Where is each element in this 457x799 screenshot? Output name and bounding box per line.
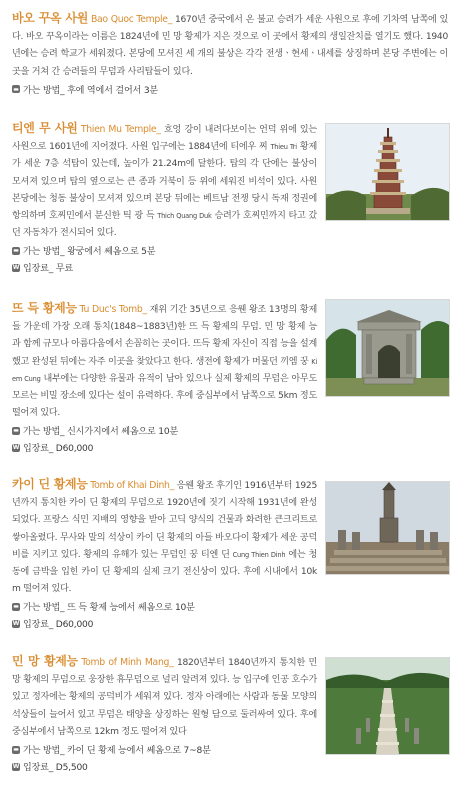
romanized-name: Kiem Cung bbox=[12, 357, 317, 383]
bus-icon: ▬ bbox=[13, 427, 19, 435]
entry-subtitle: Bao Quoc Temple_ bbox=[90, 14, 173, 25]
entry-description bbox=[12, 476, 317, 598]
entry-subtitle: Thien Mu Temple_ bbox=[80, 124, 161, 135]
entry-title: 티엔 무 사원 bbox=[12, 121, 78, 135]
directions-line bbox=[12, 242, 317, 259]
entry-title: 카이 딘 황제능 bbox=[12, 477, 88, 491]
fee-line bbox=[12, 439, 317, 456]
entry-title: 민 망 황제능 bbox=[12, 654, 78, 668]
entry-body: 1820년부터 1840년까지 통치한 민 망 황제의 무덤으로 웅장한 휴무덤으로 널리 알려져 있다. 능 입구에 인공 호수가 있고 정자에는 황제의 공덕비가 세워져 있다. 정자 아래에는 사람과 동물 모양의 석상들이 늘어서 있고 무덤은 태양을 상징하는 원형 담으로 둘러싸여 있다. 후에 중심부에서 남쪽으로 12km 정도 떨어져 있다 bbox=[12, 658, 317, 737]
directions-line bbox=[12, 598, 317, 615]
directions-text: 가는 방법_ 왕궁에서 쎄옴으로 5분 bbox=[23, 247, 156, 258]
directions-line bbox=[12, 741, 317, 758]
fee-text: 입장료_ D60,000 bbox=[23, 620, 94, 631]
romanized-name: Cung Thien Dinh bbox=[232, 550, 286, 559]
ticket-icon: W bbox=[12, 620, 20, 628]
fee-text: 입장료_ D5,500 bbox=[23, 763, 88, 774]
bus-icon: ▬ bbox=[13, 85, 19, 93]
entry-subtitle: Tu Duc's Tomb_ bbox=[79, 304, 147, 315]
bus-icon: ▬ bbox=[13, 603, 19, 611]
ticket-icon: W bbox=[12, 444, 20, 452]
entry-body: 내부에는 다양한 유물과 유적이 남아 있으나 실제 황제의 무덤은 아무도 모르는 비밀 장소에 있다는 설이 유력하다. 후에 중심부에서 남쪽으로 5km 정도 떨어져 있다. bbox=[12, 373, 317, 419]
fee-line bbox=[12, 259, 317, 276]
fee-text: 입장료_ D60,000 bbox=[23, 444, 94, 455]
directions-line bbox=[12, 81, 448, 98]
khai-dinh-tomb-photo bbox=[325, 481, 450, 575]
entry-description bbox=[12, 653, 317, 741]
entry-body: 응웬 왕조 후기인 1916년부터 1925년까지 통치한 카이 딘 황제의 무덤으로 1920년에 짓기 시작해 1931년에 완성되었다. 프랑스 식민 지배의 영향을 받아 고딕 양식의 건물과 화려한 큰크리트로 쌓아올렸다. 무사와 말의 석상이 카이 딘 황제의 아들 바오다이 황제가 세운 공덕비를 지키고 있다. 황제의 유해가 있는 무덤인 꿍 티엔 딘 bbox=[12, 481, 317, 560]
bus-icon: ▬ bbox=[13, 247, 19, 255]
ticket-icon: W bbox=[12, 763, 20, 771]
entry-description bbox=[12, 120, 317, 242]
entry-thien-mu bbox=[12, 120, 317, 276]
minh-mang-tomb-photo bbox=[325, 657, 450, 755]
entry-tu-duc bbox=[12, 300, 317, 456]
directions-text: 가는 방법_ 뜨 득 황제 능에서 쎄옴으로 10분 bbox=[23, 603, 195, 614]
entry-description bbox=[12, 10, 448, 81]
directions-text: 가는 방법_ 카이 딘 황제 능에서 쎄옴으로 7~8분 bbox=[23, 746, 211, 757]
romanized-name: Thieu Tri bbox=[270, 143, 297, 152]
directions-text: 가는 방법_ 후에 역에서 걸어서 3분 bbox=[23, 85, 158, 96]
entry-body: 재위 기간 35년으로 응웬 왕조 13명의 황제들 가운데 가장 오래 통치(1848~1883년)한 뜨 득 황제의 무덤. 민 망 황제 능과 함께 규모나 아름다움에서 손꼽히는 곳이다. 뜨득 황제 자신이 직접 능을 설계했고 완성된 뒤에는 자주 이곳을 찾았다고 한다. 생전에 황제가 머물던 끼엠 꿍 bbox=[12, 305, 317, 367]
entry-body: 에는 청동에 금박을 입힌 카이 딘 황제의 실제 크기 전신상이 있다. 후에 시내에서 10km 떨어져 있다. bbox=[12, 549, 317, 595]
entry-title: 바오 꾸옥 사원 bbox=[12, 11, 89, 25]
directions-text: 가는 방법_ 신시가지에서 쎄옴으로 10분 bbox=[23, 427, 179, 438]
entry-khai-dinh bbox=[12, 476, 317, 632]
directions-line bbox=[12, 422, 317, 439]
entry-subtitle: Tomb of Minh Mang_ bbox=[81, 657, 174, 668]
romanized-name: Thich Quang Duk bbox=[157, 212, 212, 221]
entry-subtitle: Tomb of Khai Dinh_ bbox=[90, 480, 174, 491]
tu-duc-tomb-photo bbox=[325, 299, 450, 397]
entry-minh-mang bbox=[12, 653, 317, 775]
entry-body: 승려가 호찌민까지 타고 갔던 자동차가 전시되어 있다. bbox=[12, 211, 317, 239]
fee-line bbox=[12, 758, 317, 775]
fee-line bbox=[12, 615, 317, 632]
bus-icon: ▬ bbox=[13, 746, 19, 754]
ticket-icon: W bbox=[12, 264, 20, 272]
entry-description bbox=[12, 300, 317, 422]
entry-body: 1670년 중국에서 온 불교 승려가 세운 사원으로 후에 기차역 남쪽에 있다. 바오 꾸옥이라는 이름은 1824년에 민 망 황제가 지은 것으로 이 곳에서 황제의 생일잔치를 열기도 했다. 1940년에는 승려 학교가 세워졌다. 본당에 모셔진 세 개의 불상은 각각 전생ㆍ현세ㆍ내세를 상징하며 본당 주변에는 이곳을 거쳐 간 승려들의 무덤과 사리탑들이 있다. bbox=[12, 15, 448, 77]
entry-body: 흐엉 강이 내려다보이는 언덕 위에 있는 사원으로 1601년에 지어졌다. 사원 입구에는 1884년에 티에우 찌 bbox=[12, 125, 317, 153]
entry-title: 뜨 득 황제능 bbox=[12, 301, 77, 315]
entry-bao-quoc bbox=[12, 10, 448, 98]
fee-text: 입장료_ 무료 bbox=[23, 264, 73, 275]
thien-mu-pagoda-photo bbox=[325, 123, 450, 221]
entry-body: 황제가 세운 7층 석탑이 있는데, 높이가 21.24m에 달한다. 탑의 각 단에는 불상이 모셔져 있으며 탑의 옆으로는 큰 종과 거북이 등 위에 세워진 비석이 있다. 사원 본당에는 청동 불상이 모셔져 있으며 본당 뒤에는 베트남 전쟁 당시 독재 정권에 항의하며 호찌민에서 분신한 틱 광 득 bbox=[12, 142, 317, 222]
